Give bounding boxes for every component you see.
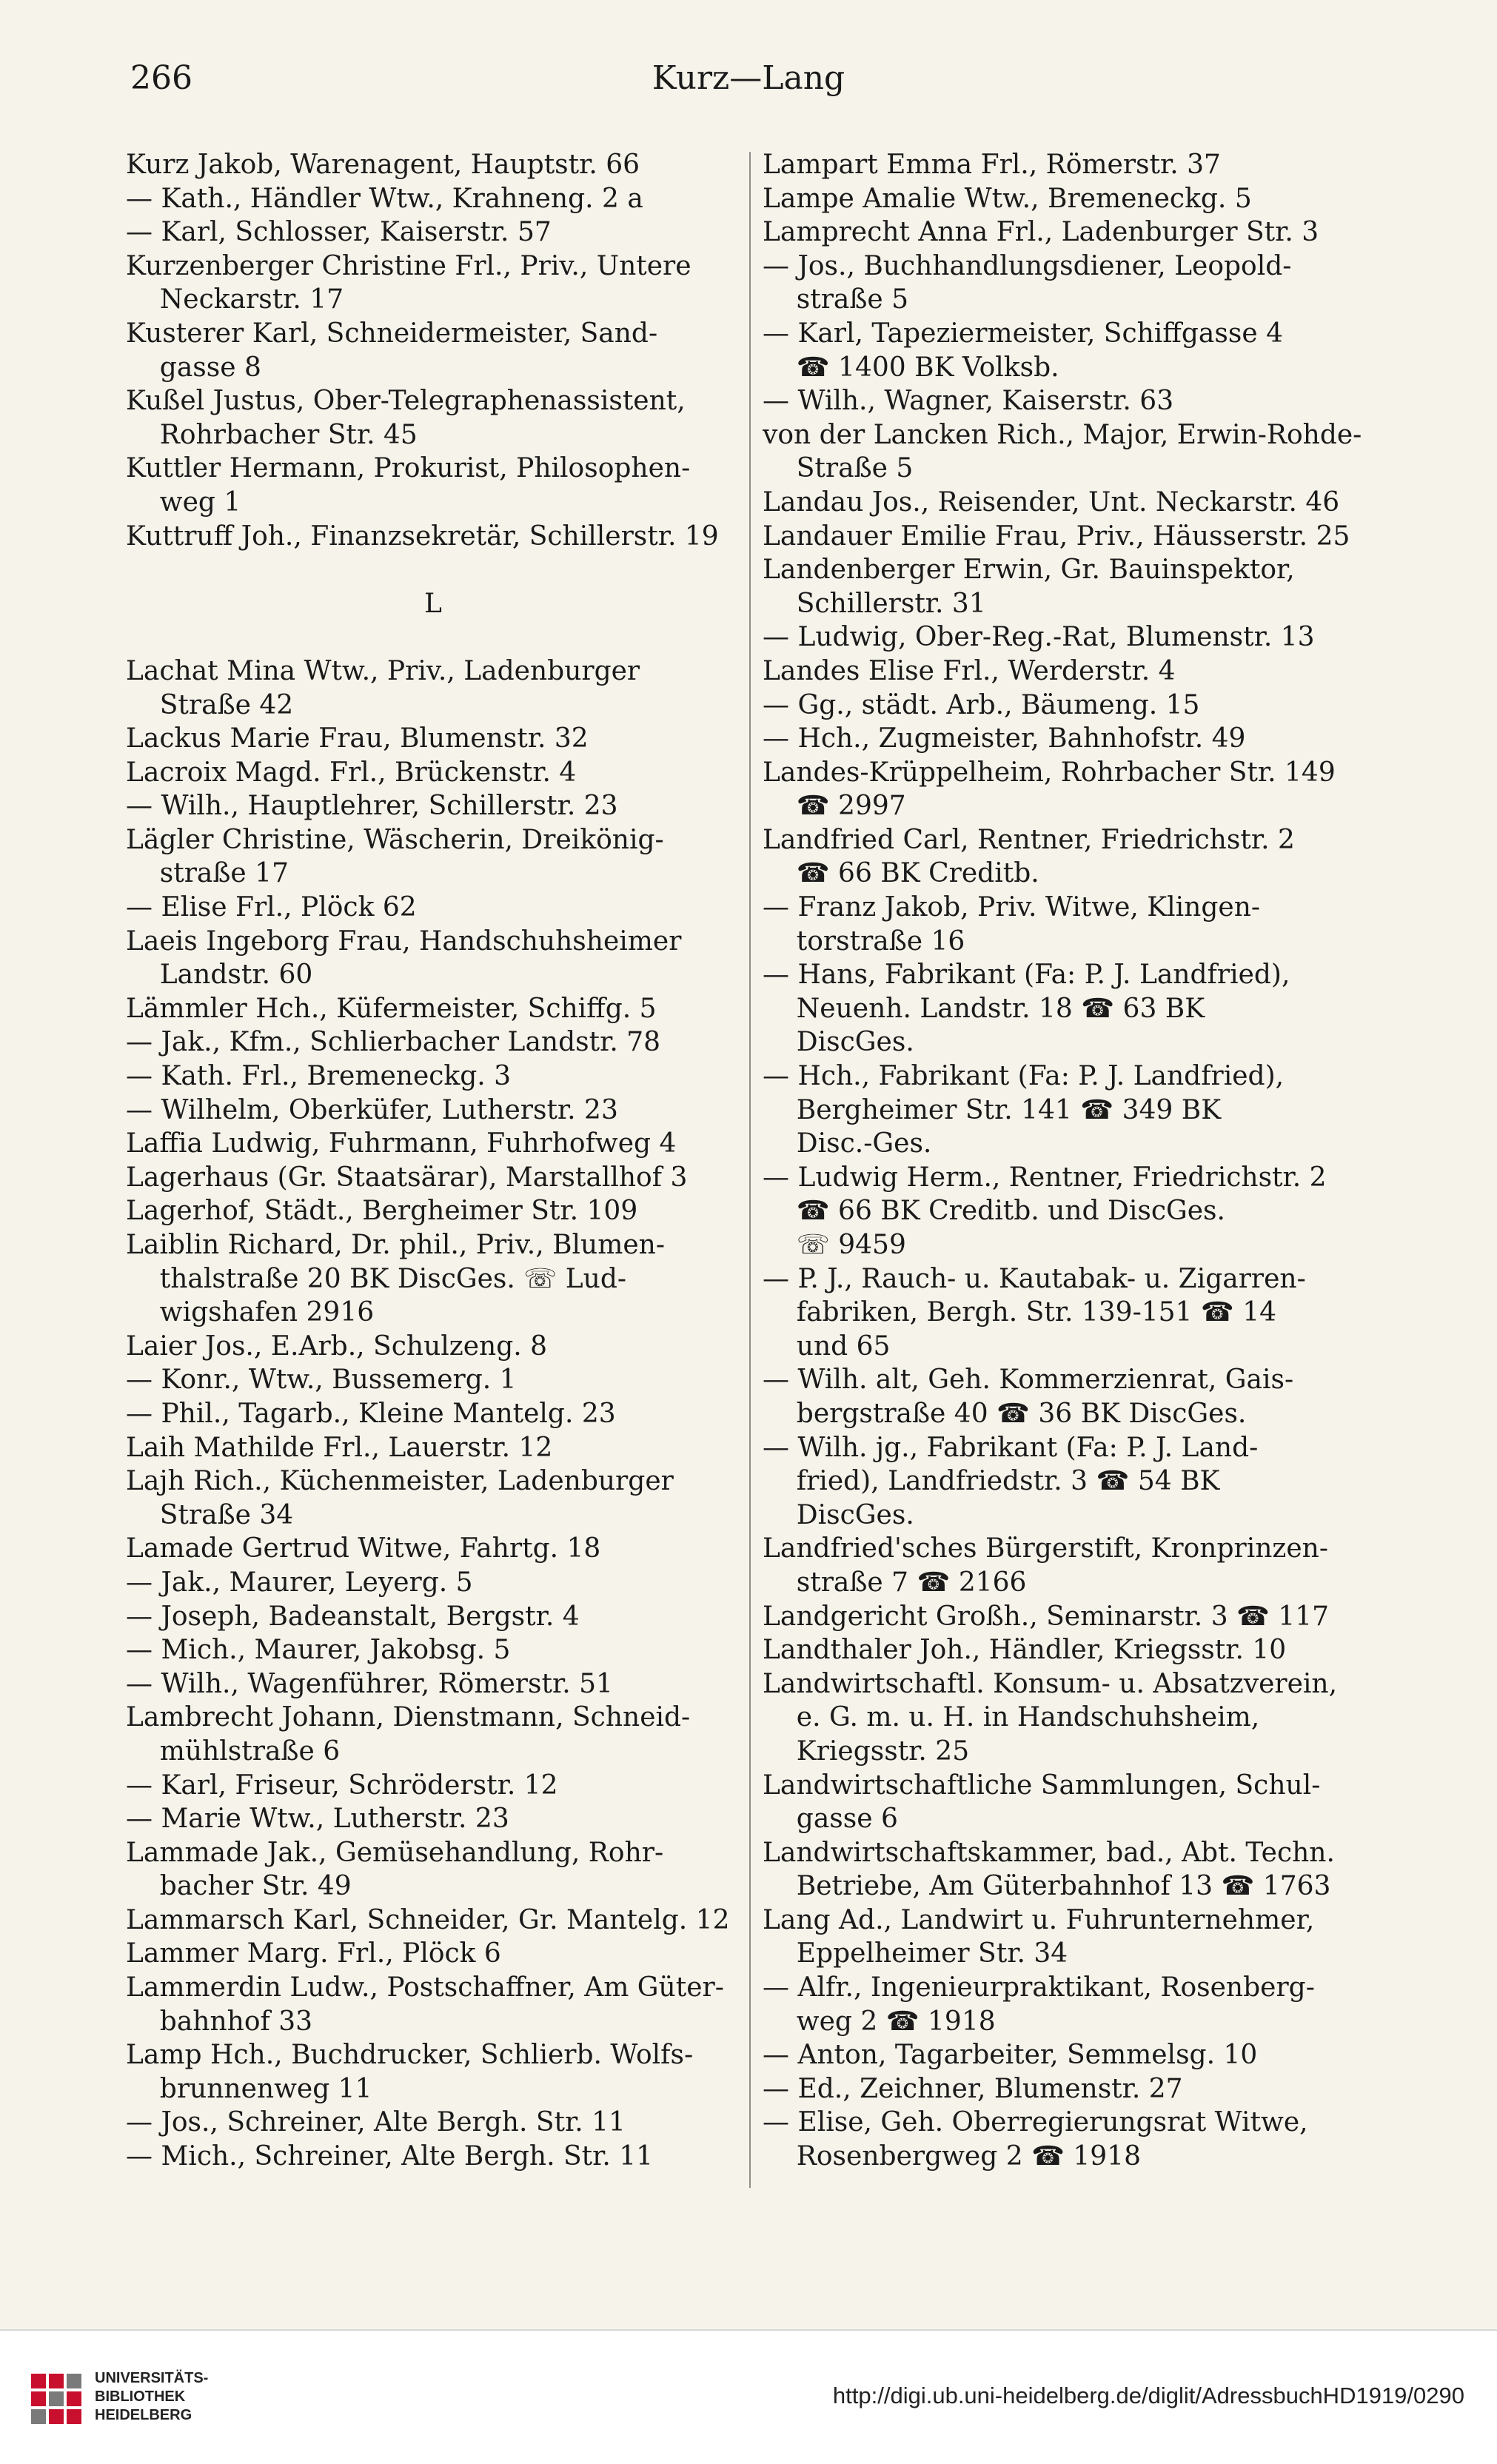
directory-entry: Landenberger Erwin, Gr. Bauinspektor, — [763, 555, 1295, 586]
directory-entry: bahnhof 33 — [126, 2006, 313, 2037]
directory-entry: ☎ 66 BK Creditb. und DiscGes. — [763, 1196, 1225, 1227]
directory-entry: DiscGes. — [763, 1499, 914, 1530]
library-line: UNIVERSITÄTS- — [95, 2370, 209, 2386]
directory-entry: — Wilh., Wagner, Kaiserstr. 63 — [763, 386, 1174, 417]
directory-entry: Schillerstr. 31 — [763, 588, 986, 619]
directory-entry — [126, 553, 740, 587]
directory-entry: Landgericht Großh., Seminarstr. 3 ☎ 117 — [763, 1601, 1330, 1632]
directory-entry: — Marie Wtw., Lutherstr. 23 — [126, 1804, 509, 1835]
directory-entry: — Karl, Schlosser, Kaiserstr. 57 — [126, 217, 552, 248]
directory-entry: Lambrecht Johann, Dienstmann, Schneid- — [126, 1702, 691, 1733]
directory-entry: Betriebe, Am Güterbahnhof 13 ☎ 1763 — [763, 1871, 1331, 1902]
directory-entry: Landwirtschaftskammer, bad., Abt. Techn. — [763, 1837, 1335, 1868]
directory-entry: Neuenh. Landstr. 18 ☎ 63 BK — [763, 993, 1205, 1024]
directory-entry: ☎ 66 BK Creditb. — [763, 858, 1039, 889]
footer-bar — [0, 2329, 1497, 2464]
directory-entry: Landfried'sches Bürgerstift, Kronprinzen- — [763, 1533, 1329, 1564]
directory-entry: — Ed., Zeichner, Blumenstr. 27 — [763, 2073, 1183, 2104]
directory-entry: Lampart Emma Frl., Römerstr. 37 — [763, 150, 1221, 180]
directory-entry: fried), Landfriedstr. 3 ☎ 54 BK — [763, 1466, 1220, 1497]
directory-entry: torstraße 16 — [763, 925, 965, 957]
directory-entry: Landau Jos., Reisender, Unt. Neckarstr. 46 — [763, 486, 1340, 518]
directory-entry: — Jos., Schreiner, Alte Bergh. Str. 11 — [126, 2107, 626, 2138]
directory-entry: weg 1 — [126, 486, 241, 518]
directory-entry: e. G. m. u. H. in Handschuhsheim, — [763, 1702, 1260, 1733]
directory-entry: Lang Ad., Landwirt u. Fuhrunternehmer, — [763, 1904, 1315, 1935]
directory-entry: Laeis Ingeborg Frau, Handschuhsheimer — [126, 925, 682, 957]
directory-entry: Laiblin Richard, Dr. phil., Priv., Blumen- — [126, 1230, 666, 1260]
directory-entry: L — [424, 588, 442, 619]
directory-entry: — Wilh., Hauptlehrer, Schillerstr. 23 — [126, 791, 618, 822]
directory-entry: weg 2 ☎ 1918 — [763, 2006, 996, 2037]
directory-entry: Lammade Jak., Gemüsehandlung, Rohr- — [126, 1837, 664, 1868]
source-url-link[interactable]: http://digi.ub.uni-heidelberg.de/diglit/AdressbuchHD1919/0290 — [832, 2383, 1464, 2408]
directory-entry: Lamade Gertrud Witwe, Fahrtg. 18 — [126, 1533, 601, 1564]
university-library-logo-icon — [27, 2368, 86, 2427]
library-line: HEIDELBERG — [95, 2407, 192, 2423]
directory-entry: Lampe Amalie Wtw., Bremeneckg. 5 — [763, 183, 1252, 214]
directory-entry: — P. J., Rauch- u. Kautabak- u. Zigarren- — [763, 1263, 1306, 1294]
directory-entry: Lämmler Hch., Küfermeister, Schiffg. 5 — [126, 993, 657, 1024]
directory-entry: — Elise Frl., Plöck 62 — [126, 892, 417, 923]
directory-entry: — Wilh. alt, Geh. Kommerzienrat, Gais- — [763, 1365, 1294, 1396]
directory-entry: — Hans, Fabrikant (Fa: P. J. Landfried), — [763, 960, 1290, 991]
directory-entry: Lachat Mina Wtw., Priv., Ladenburger — [126, 655, 640, 686]
directory-entry: Kurzenberger Christine Frl., Priv., Untere — [126, 250, 691, 281]
directory-entry: — Anton, Tagarbeiter, Semmelsg. 10 — [763, 2040, 1258, 2071]
directory-entry: — Karl, Friseur, Schröderstr. 12 — [126, 1770, 558, 1801]
column-divider — [749, 152, 751, 2188]
directory-entry: und 65 — [763, 1330, 891, 1362]
directory-entry: Kusterer Karl, Schneidermeister, Sand- — [126, 318, 658, 349]
directory-entry: — Kath., Händler Wtw., Krahneng. 2 a — [126, 183, 643, 214]
directory-entry: — Alfr., Ingenieurpraktikant, Rosenberg- — [763, 1972, 1315, 2003]
directory-entry: — Jak., Kfm., Schlierbacher Landstr. 78 — [126, 1027, 661, 1058]
directory-entry: — Karl, Tapeziermeister, Schiffgasse 4 — [763, 318, 1283, 349]
directory-entry: Lammerdin Ludw., Postschaffner, Am Güter- — [126, 1972, 724, 2003]
directory-entry: Lackus Marie Frau, Blumenstr. 32 — [126, 723, 589, 754]
directory-entry: Laih Mathilde Frl., Lauerstr. 12 — [126, 1432, 553, 1463]
directory-entry: bacher Str. 49 — [126, 1871, 352, 1902]
directory-entry: — Hch., Fabrikant (Fa: P. J. Landfried), — [763, 1061, 1285, 1092]
directory-entry: Lägler Christine, Wäscherin, Dreikönig- — [126, 824, 664, 855]
directory-entry: Laier Jos., E.Arb., Schulzeng. 8 — [126, 1330, 548, 1362]
directory-entry: Lagerhaus (Gr. Staatsärar), Marstallhof 3 — [126, 1162, 688, 1193]
directory-entry: Rohrbacher Str. 45 — [126, 419, 418, 450]
directory-entry: Landstr. 60 — [126, 960, 313, 991]
directory-entry: gasse 6 — [763, 1804, 898, 1835]
directory-entry: straße 17 — [126, 858, 289, 889]
directory-entry: Kuttler Hermann, Prokurist, Philosophen- — [126, 453, 691, 484]
directory-entry: ☏ 9459 — [763, 1230, 906, 1260]
directory-entry: Bergheimer Str. 141 ☎ 349 BK — [763, 1094, 1222, 1125]
directory-entry: — Mich., Schreiner, Alte Bergh. Str. 11 — [126, 2141, 654, 2172]
directory-entry: Lajh Rich., Küchenmeister, Ladenburger — [126, 1466, 674, 1497]
directory-entry: Kußel Justus, Ober-Telegraphenassistent, — [126, 386, 686, 417]
directory-entry: Disc.-Ges. — [763, 1128, 932, 1159]
directory-entry: — Wilhelm, Oberküfer, Lutherstr. 23 — [126, 1094, 618, 1125]
directory-entry: Lammer Marg. Frl., Plöck 6 — [126, 1938, 501, 1969]
right-column — [763, 148, 1377, 2174]
directory-entry: — Ludwig, Ober-Reg.-Rat, Blumenstr. 13 — [763, 622, 1315, 653]
library-name — [95, 2369, 208, 2425]
directory-entry: wigshafen 2916 — [126, 1297, 375, 1328]
directory-entry: thalstraße 20 BK DiscGes. ☏ Lud- — [126, 1263, 627, 1294]
directory-entry: Landes Elise Frl., Werderstr. 4 — [763, 655, 1176, 686]
directory-entry: Lacroix Magd. Frl., Brückenstr. 4 — [126, 757, 577, 788]
directory-entry: straße 7 ☎ 2166 — [763, 1567, 1027, 1598]
directory-entry: — Jak., Maurer, Leyerg. 5 — [126, 1567, 473, 1598]
directory-entry: Landthaler Joh., Händler, Kriegsstr. 10 — [763, 1635, 1287, 1666]
directory-entry: Lammarsch Karl, Schneider, Gr. Mantelg. 12 — [126, 1904, 730, 1935]
directory-entry: Landwirtschaftliche Sammlungen, Schul- — [763, 1770, 1321, 1801]
directory-entry: bergstraße 40 ☎ 36 BK DiscGes. — [763, 1398, 1247, 1429]
directory-entry: — Joseph, Badeanstalt, Bergstr. 4 — [126, 1601, 580, 1632]
directory-entry: Kurz Jakob, Warenagent, Hauptstr. 66 — [126, 150, 640, 180]
directory-entry: Landwirtschaftl. Konsum- u. Absatzverein, — [763, 1668, 1338, 1699]
directory-entry: brunnenweg 11 — [126, 2073, 372, 2104]
directory-entry: Laffia Ludwig, Fuhrmann, Fuhrhofweg 4 — [126, 1128, 677, 1159]
directory-entry: — Jos., Buchhandlungsdiener, Leopold- — [763, 250, 1292, 281]
directory-entry: Lamp Hch., Buchdrucker, Schlierb. Wolfs- — [126, 2040, 694, 2071]
directory-entry: — Ludwig Herm., Rentner, Friedrichstr. 2 — [763, 1162, 1327, 1193]
directory-entry: — Phil., Tagarb., Kleine Mantelg. 23 — [126, 1398, 616, 1429]
directory-entry: fabriken, Bergh. Str. 139-151 ☎ 14 — [763, 1297, 1277, 1328]
directory-entry: ☎ 1400 BK Volksb. — [763, 352, 1059, 383]
directory-entry: mühlstraße 6 — [126, 1735, 341, 1767]
directory-entry: gasse 8 — [126, 352, 261, 383]
directory-entry: straße 5 — [763, 284, 909, 315]
directory-entry: — Kath. Frl., Bremeneckg. 3 — [126, 1061, 512, 1092]
directory-entry: — Wilh. jg., Fabrikant (Fa: P. J. Land- — [763, 1432, 1259, 1463]
directory-entry: — Konr., Wtw., Bussemerg. 1 — [126, 1365, 517, 1396]
directory-entry: DiscGes. — [763, 1027, 914, 1058]
left-column — [126, 148, 740, 2174]
directory-entry: von der Lancken Rich., Major, Erwin-Rohde- — [763, 419, 1362, 450]
directory-entry: Straße 42 — [126, 689, 294, 720]
directory-entry: — Franz Jakob, Priv. Witwe, Klingen- — [763, 892, 1261, 923]
page-header — [126, 59, 1371, 111]
directory-entry: Kriegsstr. 25 — [763, 1735, 970, 1767]
directory-entry: — Wilh., Wagenführer, Römerstr. 51 — [126, 1668, 613, 1699]
directory-entry: Neckarstr. 17 — [126, 284, 344, 315]
directory-entry: Straße 5 — [763, 453, 914, 484]
directory-entry: — Mich., Maurer, Jakobsg. 5 — [126, 1635, 511, 1666]
directory-entry — [126, 620, 740, 654]
directory-entry: Landes-Krüppelheim, Rohrbacher Str. 149 — [763, 757, 1336, 788]
directory-entry: Rosenbergweg 2 ☎ 1918 — [763, 2141, 1141, 2172]
page-number: 266 — [130, 59, 192, 97]
directory-entry: Lagerhof, Städt., Bergheimer Str. 109 — [126, 1196, 638, 1227]
directory-entry: — Hch., Zugmeister, Bahnhofstr. 49 — [763, 723, 1246, 754]
directory-entry: Kuttruff Joh., Finanzsekretär, Schillerstr. 19 — [126, 520, 719, 552]
running-head: Kurz—Lang — [652, 59, 845, 97]
directory-entry: ☎ 2997 — [763, 791, 906, 822]
directory-entry: Landfried Carl, Rentner, Friedrichstr. 2 — [763, 824, 1295, 855]
directory-entry: Landauer Emilie Frau, Priv., Häusserstr. 25 — [763, 520, 1350, 552]
directory-entry: Eppelheimer Str. 34 — [763, 1938, 1068, 1969]
library-line: BIBLIOTHEK — [95, 2388, 186, 2405]
directory-entry: — Elise, Geh. Oberregierungsrat Witwe, — [763, 2107, 1308, 2138]
directory-entry: Lamprecht Anna Frl., Ladenburger Str. 3 — [763, 217, 1319, 248]
directory-entry: — Gg., städt. Arb., Bäumeng. 15 — [763, 689, 1200, 720]
directory-entry: Straße 34 — [126, 1499, 294, 1530]
